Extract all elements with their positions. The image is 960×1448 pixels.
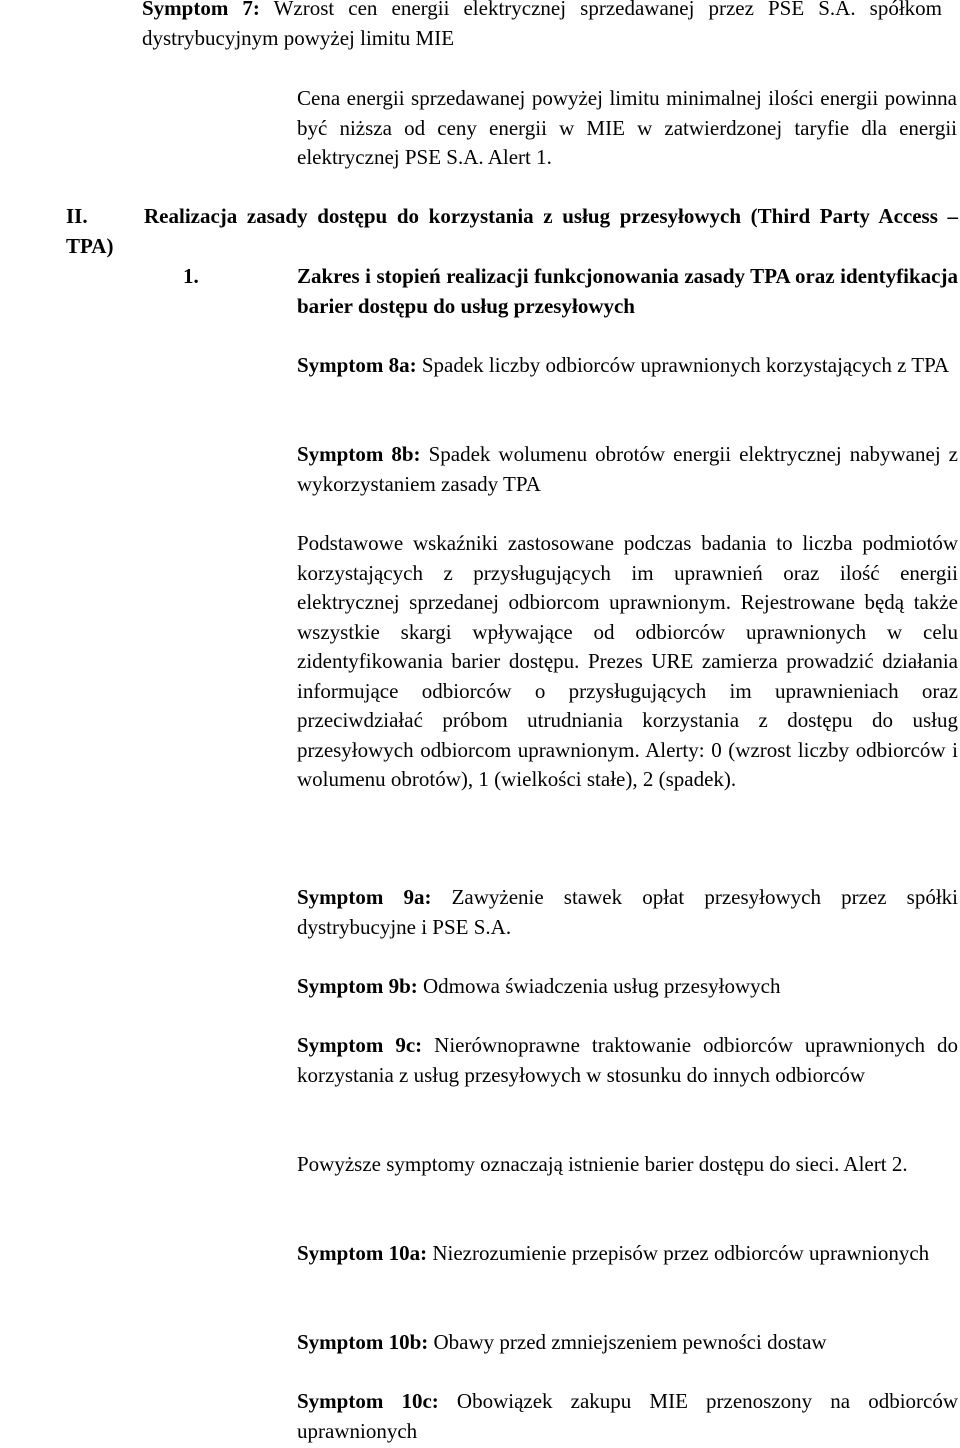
symptom-9b-text: Odmowa świadczenia usług przesyłowych	[417, 974, 781, 998]
symptom-7-description: Cena energii sprzedawanej powyżej limitu minimalnej ilości energii powinna być niższa od ceny energii w MIE w zatwierdzonej taryfie dla energii elektrycznej PSE S.A. Alert 1.	[297, 86, 957, 169]
symptom-8a-text: Spadek liczby odbiorców uprawnionych korzystających z TPA	[416, 353, 950, 377]
subsection-title: Zakres i stopień realizacji funkcjonowania zasady TPA oraz identyfikacja barier dostępu do usług przesyłowych	[297, 264, 958, 318]
symptom-9c-text: Nierównoprawne traktowanie odbiorców uprawnionych do korzystania z usług przesyłowych w stosunku do innych odbiorców	[297, 1033, 958, 1087]
symptom-7	[142, 0, 942, 53]
section-title: Realizacja zasady dostępu do korzystania z usług przesyłowych (Third Party Access – TPA)	[66, 204, 958, 258]
symptom-7-label: Symptom 7:	[142, 0, 260, 20]
symptom-10b-text: Obawy przed zmniejszeniem pewności dostaw	[428, 1330, 827, 1354]
symptom-9b	[297, 972, 958, 1002]
symptom-8a	[297, 351, 958, 381]
symptom-10a-text: Niezrozumienie przepisów przez odbiorców uprawnionych	[427, 1241, 930, 1265]
symptom-9a-label: Symptom 9a:	[297, 885, 432, 909]
symptom-9a-text: Zawyżenie stawek opłat przesyłowych przez spółki dystrybucyjne i PSE S.A.	[297, 885, 958, 939]
indicators-paragraph: Podstawowe wskaźniki zastosowane podczas badania to liczba podmiotów korzystających z przysługujących im uprawnień oraz ilość energii elektrycznej sprzedanej odbiorcom uprawnionym. Rejestrowane będą także wszystkie skargi wpływające od odbiorców uprawnionych w celu zidentyfikowania barier dostępu. Prezes URE zamierza prowadzić działania informujące odbiorców o przysługujących im uprawnieniach oraz przeciwdziałać próbom utrudniania korzystania z dostępu do usług przesyłowych odbiorcom uprawnionym. Alerty: 0 (wzrost liczby odbiorców i wolumenu obrotów), 1 (wielkości stałe), 2 (spadek).	[297, 531, 958, 791]
symptom-10c-text: Obowiązek zakupu MIE przenoszony na odbiorców uprawnionych	[297, 1389, 959, 1443]
symptom-8a-label: Symptom 8a:	[297, 353, 417, 377]
symptom-10b-label: Symptom 10b:	[297, 1330, 429, 1354]
barriers-paragraph: Powyższe symptomy oznaczają istnienie barier dostępu do sieci. Alert 2.	[297, 1152, 908, 1176]
symptom-9a	[297, 883, 958, 942]
subsection-number: 1.	[183, 264, 199, 288]
symptom-9c	[297, 1031, 958, 1090]
symptom-10a	[297, 1239, 958, 1269]
symptom-10b	[297, 1328, 958, 1358]
section-number: II.	[66, 204, 88, 228]
symptom-8b-text: Spadek wolumenu obrotów energii elektrycznej nabywanej z wykorzystaniem zasady TPA	[297, 442, 959, 496]
subsection-heading-1	[183, 262, 958, 321]
symptom-9c-label: Symptom 9c:	[297, 1033, 423, 1057]
section-heading-2	[66, 202, 958, 261]
symptom-7-text: Wzrost cen energii elektrycznej sprzedawanej przez PSE S.A. spółkom dystrybucyjnym powyżej limitu MIE	[142, 0, 942, 50]
symptom-9b-label: Symptom 9b:	[297, 974, 418, 998]
symptom-8b	[297, 440, 958, 499]
symptom-10c-label: Symptom 10c:	[297, 1389, 439, 1413]
symptom-10a-label: Symptom 10a:	[297, 1241, 428, 1265]
symptom-8b-label: Symptom 8b:	[297, 442, 421, 466]
symptom-10c	[297, 1387, 958, 1446]
